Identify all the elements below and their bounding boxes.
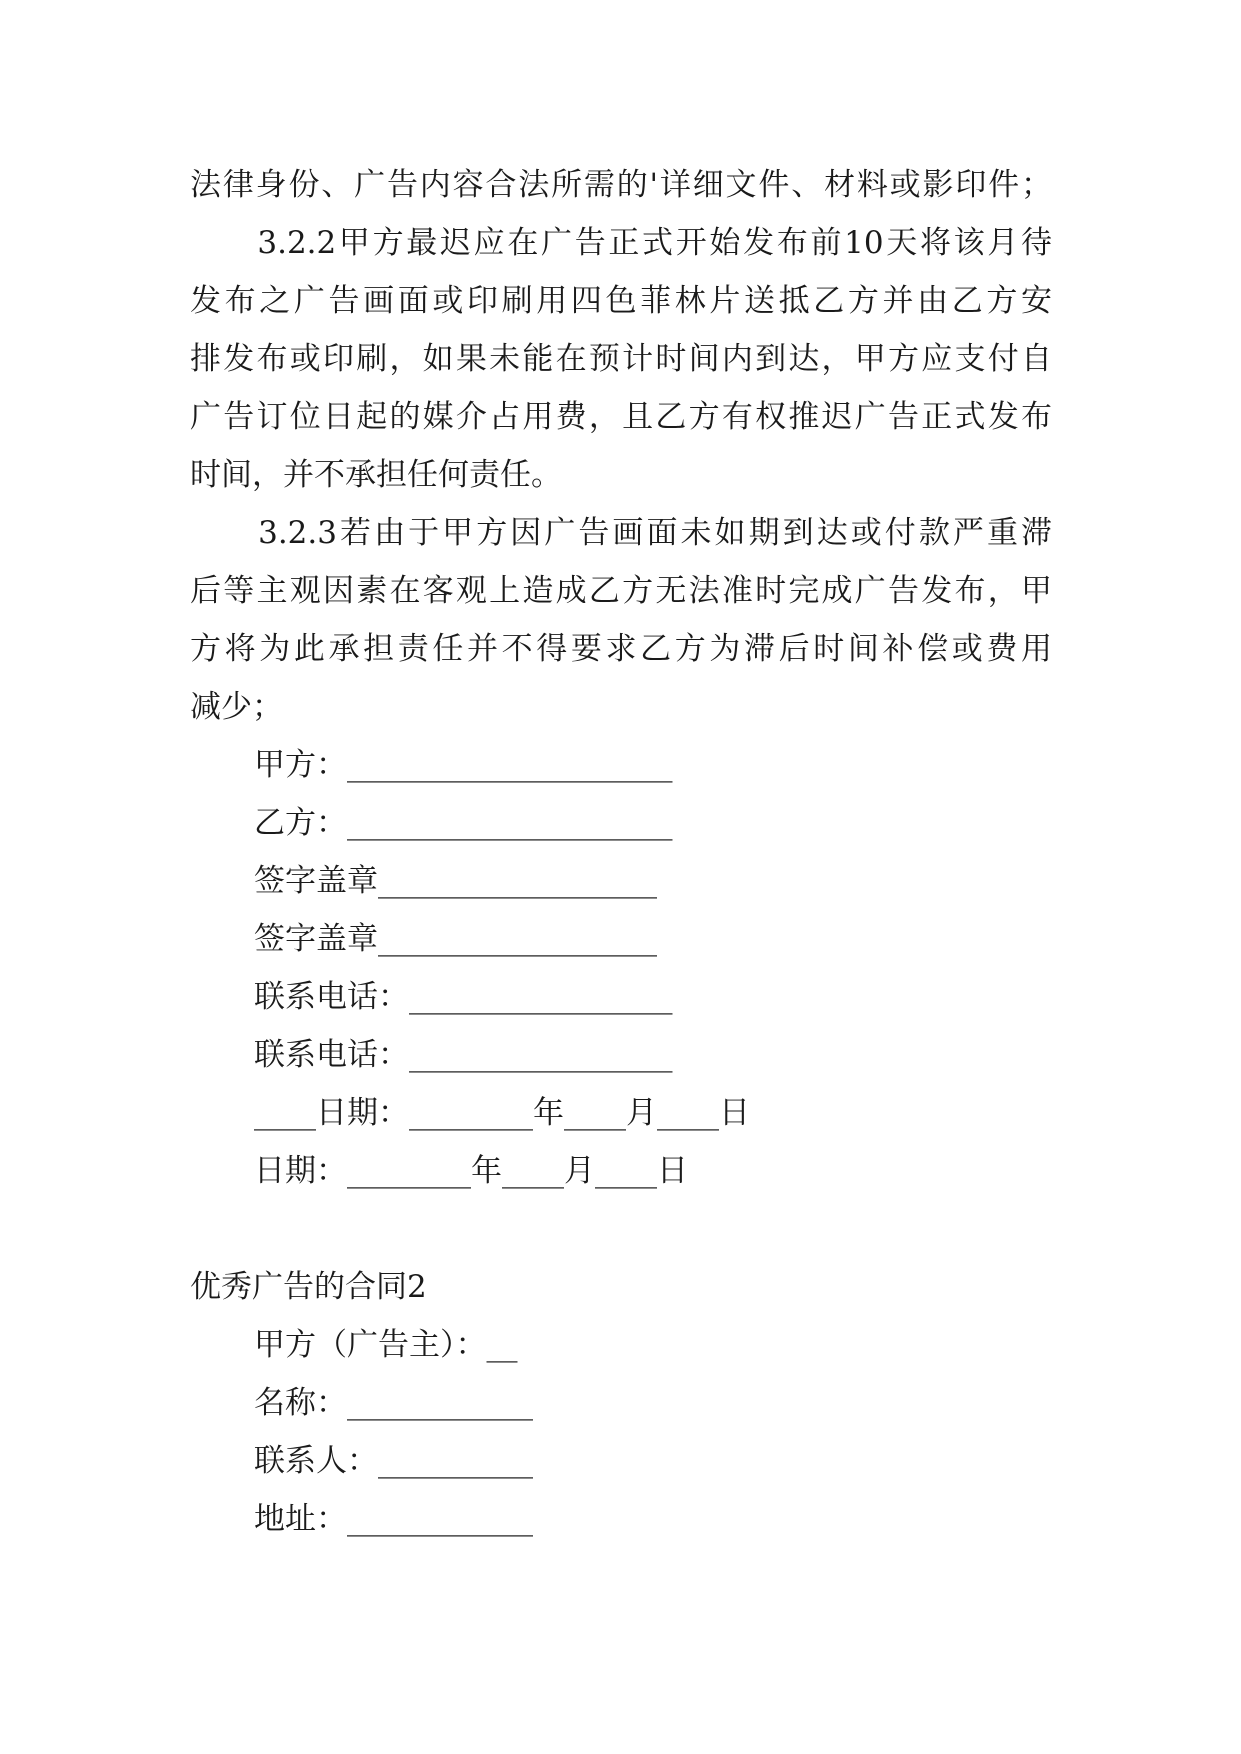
signature-seal-field: 签字盖章__________________	[254, 863, 657, 899]
advertiser-field: 甲方（广告主）：__	[254, 1327, 518, 1363]
body-line: 方将为此承担责任并不得要求乙方为滞后时间补偿或费用	[190, 631, 1052, 667]
body-line: 时间，并不承担任何责任。	[190, 457, 562, 493]
date-field: ____日期：________年____月____日	[254, 1095, 750, 1131]
party-a-field: 甲方：_____________________	[254, 747, 673, 783]
section-title: 优秀广告的合同2	[190, 1269, 427, 1305]
name-field: 名称：____________	[254, 1385, 533, 1421]
body-line: 排发布或印刷，如果未能在预计时间内到达，甲方应支付自	[190, 341, 1052, 377]
body-line: 广告订位日起的媒介占用费，且乙方有权推迟广告正式发布	[190, 399, 1052, 435]
date-field: 日期：________年____月____日	[254, 1153, 688, 1189]
address-field: 地址：____________	[254, 1501, 533, 1537]
body-line: 3.2.2甲方最迟应在广告正式开始发布前10天将该月待	[190, 225, 1052, 261]
party-b-field: 乙方：_____________________	[254, 805, 673, 841]
body-line: 后等主观因素在客观上造成乙方无法准时完成广告发布，甲	[190, 573, 1052, 609]
phone-field: 联系电话：_________________	[254, 1037, 673, 1073]
body-line: 3.2.3若由于甲方因广告画面未如期到达或付款严重滞	[190, 515, 1052, 551]
body-line: 减少；	[190, 689, 283, 725]
body-line: 发布之广告画面或印刷用四色菲林片送抵乙方并由乙方安	[190, 283, 1052, 319]
body-line: 法律身份、广告内容合法所需的'详细文件、材料或影印件；	[190, 167, 1052, 203]
contact-person-field: 联系人：__________	[254, 1443, 533, 1479]
phone-field: 联系电话：_________________	[254, 979, 673, 1015]
signature-seal-field: 签字盖章__________________	[254, 921, 657, 957]
